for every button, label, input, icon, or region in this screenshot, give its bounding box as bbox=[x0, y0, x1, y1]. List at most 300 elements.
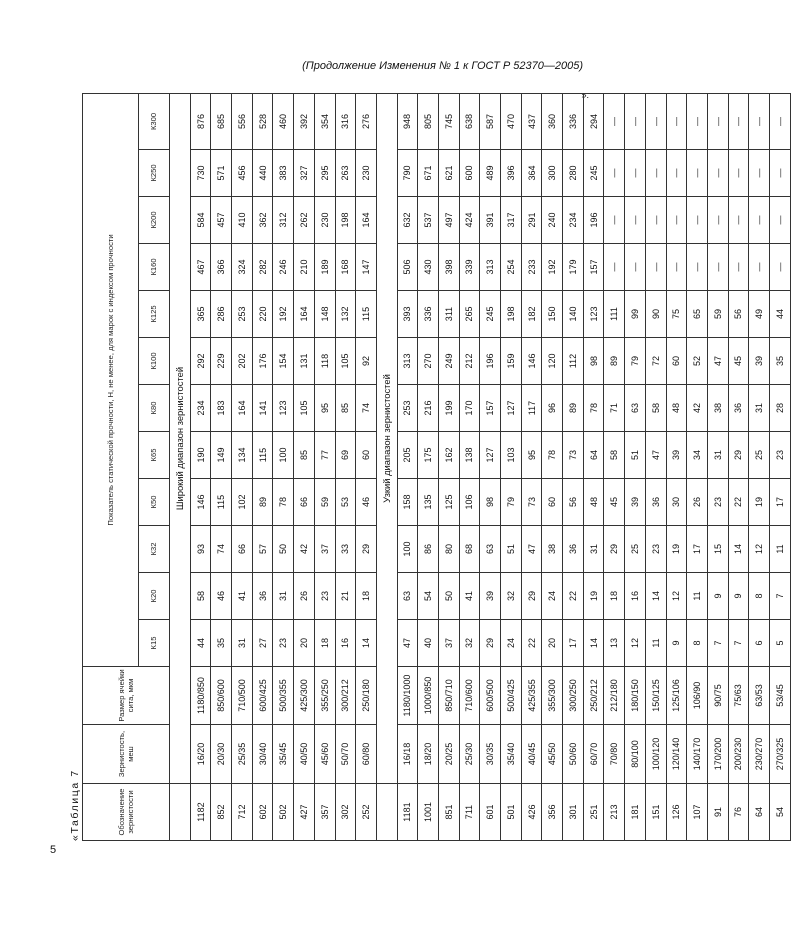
table-cell: 24 bbox=[501, 620, 522, 667]
table-cell: — bbox=[645, 244, 666, 291]
table-cell: 851 bbox=[438, 784, 459, 841]
table-cell: 1180/1000 bbox=[397, 667, 418, 725]
table-cell: 180/150 bbox=[625, 667, 646, 725]
table-cell: 44 bbox=[190, 620, 211, 667]
table-cell: 50 bbox=[438, 573, 459, 620]
table-cell: 391 bbox=[480, 197, 501, 244]
table-cell: 106/90 bbox=[687, 667, 708, 725]
table-cell: 66 bbox=[294, 479, 315, 526]
table-cell: 850/710 bbox=[438, 667, 459, 725]
section-title: Широкий диапазон зернистостей bbox=[170, 93, 191, 783]
table-cell: 176 bbox=[252, 338, 273, 385]
table-row bbox=[190, 93, 211, 840]
header-sieve-size: Размер ячейки сита, мкм bbox=[83, 667, 170, 725]
table-cell: 53/45 bbox=[769, 667, 790, 725]
table-cell: 168 bbox=[335, 244, 356, 291]
table-cell: 246 bbox=[273, 244, 294, 291]
table-cell: 601 bbox=[480, 784, 501, 841]
table-cell: 148 bbox=[314, 291, 335, 338]
table-cell: 181 bbox=[625, 784, 646, 841]
table-cell: 202 bbox=[232, 338, 253, 385]
table-row bbox=[314, 93, 335, 840]
table-cell: 41 bbox=[459, 573, 480, 620]
table-cell: 120 bbox=[542, 338, 563, 385]
table-row bbox=[604, 93, 625, 840]
header-grade: К100 bbox=[139, 338, 170, 385]
table-cell: — bbox=[604, 93, 625, 149]
table-cell: 245 bbox=[480, 291, 501, 338]
table-cell: 98 bbox=[480, 479, 501, 526]
table-cell: — bbox=[625, 93, 646, 149]
table-cell: 85 bbox=[335, 385, 356, 432]
table-cell: 311 bbox=[438, 291, 459, 338]
table-cell: 7 bbox=[769, 573, 790, 620]
table-cell: 396 bbox=[501, 150, 522, 197]
table-cell: 730 bbox=[190, 150, 211, 197]
table-row bbox=[749, 93, 770, 840]
table-cell: 301 bbox=[563, 784, 584, 841]
table-cell: 500/355 bbox=[273, 667, 294, 725]
table-cell: 365 bbox=[190, 291, 211, 338]
table-cell: 40/45 bbox=[521, 725, 542, 784]
table-cell: 876 bbox=[190, 93, 211, 149]
table-cell: 336 bbox=[418, 291, 439, 338]
header-grade: К250 bbox=[139, 150, 170, 197]
table-cell: 7 bbox=[728, 620, 749, 667]
table-cell: 77 bbox=[314, 432, 335, 479]
table-row bbox=[335, 93, 356, 840]
table-cell: 621 bbox=[438, 150, 459, 197]
table-cell: 392 bbox=[294, 93, 315, 149]
table-cell: 90/75 bbox=[707, 667, 728, 725]
table-cell: 79 bbox=[625, 338, 646, 385]
table-cell: 60/80 bbox=[356, 725, 377, 784]
table-cell: 140 bbox=[563, 291, 584, 338]
table-cell: 31 bbox=[749, 385, 770, 432]
table-cell: 38 bbox=[707, 385, 728, 432]
table-cell: 63 bbox=[397, 573, 418, 620]
table-cell: 20 bbox=[542, 620, 563, 667]
table-cell: 199 bbox=[438, 385, 459, 432]
table-cell: 30/35 bbox=[480, 725, 501, 784]
table-cell: 16/20 bbox=[190, 725, 211, 784]
table-cell: 125 bbox=[438, 479, 459, 526]
table-cell: 50/70 bbox=[335, 725, 356, 784]
table-cell: 198 bbox=[501, 291, 522, 338]
table-cell: 95 bbox=[521, 432, 542, 479]
table-cell: 54 bbox=[769, 784, 790, 841]
table-cell: 98 bbox=[583, 338, 604, 385]
header-grade: К80 bbox=[139, 385, 170, 432]
table-cell: 22 bbox=[563, 573, 584, 620]
table-cell: 360 bbox=[542, 93, 563, 149]
table-cell: 115 bbox=[211, 479, 232, 526]
table-cell: 254 bbox=[501, 244, 522, 291]
table-cell: 146 bbox=[190, 479, 211, 526]
table-cell: 23 bbox=[769, 432, 790, 479]
table-cell: 80/100 bbox=[625, 725, 646, 784]
table-cell: 300/212 bbox=[335, 667, 356, 725]
table-cell: 460 bbox=[273, 93, 294, 149]
table-cell: 32 bbox=[459, 620, 480, 667]
table-body bbox=[170, 93, 791, 840]
table-cell: 356 bbox=[542, 784, 563, 841]
table-cell: 107 bbox=[687, 784, 708, 841]
table-cell: — bbox=[749, 197, 770, 244]
table-cell: 430 bbox=[418, 244, 439, 291]
table-cell: 38 bbox=[542, 526, 563, 573]
table-cell: 456 bbox=[232, 150, 253, 197]
table-cell: 11 bbox=[645, 620, 666, 667]
table-cell: 76 bbox=[728, 784, 749, 841]
table-cell: 32 bbox=[501, 573, 522, 620]
table-cell: 100 bbox=[273, 432, 294, 479]
table-cell: 302 bbox=[335, 784, 356, 841]
table-cell: 34 bbox=[687, 432, 708, 479]
table-cell: 48 bbox=[666, 385, 687, 432]
table-cell: — bbox=[707, 93, 728, 149]
table-cell: 105 bbox=[294, 385, 315, 432]
table-cell: 57 bbox=[252, 526, 273, 573]
table-cell: 72 bbox=[645, 338, 666, 385]
table-cell: 16/18 bbox=[397, 725, 418, 784]
table-cell: 73 bbox=[563, 432, 584, 479]
table-cell: 292 bbox=[190, 338, 211, 385]
table-cell: 852 bbox=[211, 784, 232, 841]
table-cell: 58 bbox=[645, 385, 666, 432]
table-cell: 192 bbox=[273, 291, 294, 338]
header-grade: К32 bbox=[139, 526, 170, 573]
table-cell: 1001 bbox=[418, 784, 439, 841]
table-cell: 291 bbox=[521, 197, 542, 244]
table-cell: 240 bbox=[542, 197, 563, 244]
table-cell: 263 bbox=[335, 150, 356, 197]
table-cell: 63 bbox=[480, 526, 501, 573]
table-cell: 78 bbox=[273, 479, 294, 526]
table-cell: 6 bbox=[749, 620, 770, 667]
corner-mark: ». bbox=[581, 90, 589, 100]
table-cell: 126 bbox=[666, 784, 687, 841]
table-cell: 20 bbox=[294, 620, 315, 667]
table-cell: 92 bbox=[356, 338, 377, 385]
table-cell: 53 bbox=[335, 479, 356, 526]
table-cell: 198 bbox=[335, 197, 356, 244]
table-cell: 99 bbox=[625, 291, 646, 338]
strength-table bbox=[82, 93, 791, 841]
table-cell: 22 bbox=[521, 620, 542, 667]
table-cell: 26 bbox=[294, 573, 315, 620]
table-cell: 14 bbox=[728, 526, 749, 573]
table-cell: 850/600 bbox=[211, 667, 232, 725]
table-cell: 300/250 bbox=[563, 667, 584, 725]
table-row bbox=[397, 93, 418, 840]
table-cell: 12 bbox=[625, 620, 646, 667]
header-grade: К20 bbox=[139, 573, 170, 620]
table-cell: 21 bbox=[335, 573, 356, 620]
table-cell: 316 bbox=[335, 93, 356, 149]
table-cell: 93 bbox=[190, 526, 211, 573]
table-cell: 14 bbox=[583, 620, 604, 667]
table-cell: 31 bbox=[707, 432, 728, 479]
table-cell: 506 bbox=[397, 244, 418, 291]
table-cell: 120/140 bbox=[666, 725, 687, 784]
table-cell: 710/500 bbox=[232, 667, 253, 725]
table-cell: 249 bbox=[438, 338, 459, 385]
table-cell: 437 bbox=[521, 93, 542, 149]
table-cell: 85 bbox=[294, 432, 315, 479]
table-cell: 56 bbox=[563, 479, 584, 526]
table-cell: — bbox=[728, 244, 749, 291]
table-cell: 131 bbox=[294, 338, 315, 385]
table-cell: 14 bbox=[356, 620, 377, 667]
table-cell: 362 bbox=[252, 197, 273, 244]
table-row bbox=[232, 93, 253, 840]
table-cell: 282 bbox=[252, 244, 273, 291]
table-cell: 216 bbox=[418, 385, 439, 432]
table-cell: 117 bbox=[521, 385, 542, 432]
table-cell: — bbox=[625, 150, 646, 197]
table-cell: — bbox=[625, 197, 646, 244]
table-cell: 355/250 bbox=[314, 667, 335, 725]
table-cell: 265 bbox=[459, 291, 480, 338]
table-cell: 47 bbox=[521, 526, 542, 573]
table-cell: 5 bbox=[769, 620, 790, 667]
table-cell: 29 bbox=[356, 526, 377, 573]
table-cell: — bbox=[625, 244, 646, 291]
table-cell: 537 bbox=[418, 197, 439, 244]
table-cell: 105 bbox=[335, 338, 356, 385]
table-cell: 25/30 bbox=[459, 725, 480, 784]
table-cell: — bbox=[749, 244, 770, 291]
table-cell: 210 bbox=[294, 244, 315, 291]
table-cell: 587 bbox=[480, 93, 501, 149]
table-row bbox=[294, 93, 315, 840]
table-cell: 710/600 bbox=[459, 667, 480, 725]
table-cell: 324 bbox=[232, 244, 253, 291]
table-cell: 190 bbox=[190, 432, 211, 479]
table-cell: 300 bbox=[542, 150, 563, 197]
table-cell: 23 bbox=[645, 526, 666, 573]
table-cell: 90 bbox=[645, 291, 666, 338]
table-cell: 41 bbox=[232, 573, 253, 620]
table-cell: 200/230 bbox=[728, 725, 749, 784]
table-cell: 253 bbox=[397, 385, 418, 432]
table-cell: 16 bbox=[625, 573, 646, 620]
table-cell: 192 bbox=[542, 244, 563, 291]
table-cell: — bbox=[604, 244, 625, 291]
table-row bbox=[583, 93, 604, 840]
table-cell: 111 bbox=[604, 291, 625, 338]
table-cell: 11 bbox=[769, 526, 790, 573]
table-cell: 73 bbox=[521, 479, 542, 526]
table-cell: — bbox=[645, 197, 666, 244]
table-cell: 141 bbox=[252, 385, 273, 432]
table-cell: 14 bbox=[645, 573, 666, 620]
table-cell: 78 bbox=[542, 432, 563, 479]
table-cell: — bbox=[604, 150, 625, 197]
table-cell: 40 bbox=[418, 620, 439, 667]
table-cell: 30 bbox=[666, 479, 687, 526]
table-cell: 336 bbox=[563, 93, 584, 149]
table-cell: 157 bbox=[480, 385, 501, 432]
table-cell: 12 bbox=[749, 526, 770, 573]
table-cell: — bbox=[707, 197, 728, 244]
table-row bbox=[356, 93, 377, 840]
section-spacer-cell bbox=[170, 784, 191, 841]
table-cell: 182 bbox=[521, 291, 542, 338]
table-cell: 29 bbox=[521, 573, 542, 620]
table-cell: 170 bbox=[459, 385, 480, 432]
table-cell: 66 bbox=[232, 526, 253, 573]
table-row bbox=[521, 93, 542, 840]
table-cell: 150 bbox=[542, 291, 563, 338]
table-cell: 47 bbox=[645, 432, 666, 479]
section-row bbox=[170, 93, 191, 840]
table-cell: 364 bbox=[521, 150, 542, 197]
table-cell: 584 bbox=[190, 197, 211, 244]
table-cell: — bbox=[687, 197, 708, 244]
table-cell: 164 bbox=[232, 385, 253, 432]
table-cell: 54 bbox=[418, 573, 439, 620]
table-cell: 286 bbox=[211, 291, 232, 338]
table-row bbox=[769, 93, 790, 840]
table-cell: 270 bbox=[418, 338, 439, 385]
table-cell: 426 bbox=[521, 784, 542, 841]
table-cell: 745 bbox=[438, 93, 459, 149]
table-cell: 45/60 bbox=[314, 725, 335, 784]
table-cell: 65 bbox=[687, 291, 708, 338]
table-cell: 313 bbox=[397, 338, 418, 385]
table-cell: — bbox=[769, 197, 790, 244]
table-cell: 89 bbox=[604, 338, 625, 385]
table-cell: 47 bbox=[397, 620, 418, 667]
table-cell: 63 bbox=[625, 385, 646, 432]
table-cell: 9 bbox=[728, 573, 749, 620]
table-cell: 234 bbox=[563, 197, 584, 244]
table-cell: 467 bbox=[190, 244, 211, 291]
document-header: (Продолжение Изменения № 1 к ГОСТ Р 52370—2005) bbox=[302, 60, 583, 72]
table-cell: 150/125 bbox=[645, 667, 666, 725]
section-spacer-cell bbox=[376, 784, 397, 841]
table-cell: 685 bbox=[211, 93, 232, 149]
table-cell: 60 bbox=[542, 479, 563, 526]
table-cell: 712 bbox=[232, 784, 253, 841]
table-cell: 39 bbox=[666, 432, 687, 479]
table-cell: 500/425 bbox=[501, 667, 522, 725]
table-cell: 127 bbox=[480, 432, 501, 479]
table-cell: 59 bbox=[314, 479, 335, 526]
table-cell: 189 bbox=[314, 244, 335, 291]
table-cell: 790 bbox=[397, 150, 418, 197]
table-cell: 33 bbox=[335, 526, 356, 573]
table-cell: 212/180 bbox=[604, 667, 625, 725]
table-row bbox=[542, 93, 563, 840]
table-cell: 638 bbox=[459, 93, 480, 149]
table-cell: 410 bbox=[232, 197, 253, 244]
table-cell: 17 bbox=[769, 479, 790, 526]
table-cell: 70/80 bbox=[604, 725, 625, 784]
table-cell: 36 bbox=[645, 479, 666, 526]
table-row bbox=[418, 93, 439, 840]
table-cell: 78 bbox=[583, 385, 604, 432]
table-cell: — bbox=[769, 244, 790, 291]
table-cell: 25 bbox=[749, 432, 770, 479]
table-cell: 75 bbox=[666, 291, 687, 338]
section-row bbox=[376, 93, 397, 840]
table-cell: 45 bbox=[604, 479, 625, 526]
table-cell: — bbox=[707, 150, 728, 197]
table-cell: 632 bbox=[397, 197, 418, 244]
table-cell: 64 bbox=[749, 784, 770, 841]
table-cell: 425/355 bbox=[521, 667, 542, 725]
table-cell: 276 bbox=[356, 93, 377, 149]
table-cell: 17 bbox=[563, 620, 584, 667]
table-cell: 42 bbox=[687, 385, 708, 432]
table-cell: 252 bbox=[356, 784, 377, 841]
table-cell: 18 bbox=[314, 620, 335, 667]
table-cell: — bbox=[687, 150, 708, 197]
table-cell: 64 bbox=[583, 432, 604, 479]
table-cell: 89 bbox=[252, 479, 273, 526]
table-cell: 317 bbox=[501, 197, 522, 244]
table-cell: 37 bbox=[438, 620, 459, 667]
table-cell: 9 bbox=[707, 573, 728, 620]
table-cell: 50 bbox=[273, 526, 294, 573]
table-cell: 170/200 bbox=[707, 725, 728, 784]
table-cell: 89 bbox=[563, 385, 584, 432]
table-cell: 36 bbox=[252, 573, 273, 620]
table-row bbox=[563, 93, 584, 840]
table-cell: 154 bbox=[273, 338, 294, 385]
table-cell: 95 bbox=[314, 385, 335, 432]
table-cell: 69 bbox=[335, 432, 356, 479]
table-cell: 213 bbox=[604, 784, 625, 841]
table-cell: 398 bbox=[438, 244, 459, 291]
table-cell: 36 bbox=[728, 385, 749, 432]
table-cell: 102 bbox=[232, 479, 253, 526]
table-cell: 212 bbox=[459, 338, 480, 385]
header-strength-group: Показатель статической прочности, Н, не менее, для марок с индексом прочности bbox=[83, 93, 139, 666]
table-cell: 470 bbox=[501, 93, 522, 149]
table-cell: 229 bbox=[211, 338, 232, 385]
table-row bbox=[459, 93, 480, 840]
table-cell: 24 bbox=[542, 573, 563, 620]
table-cell: 45/50 bbox=[542, 725, 563, 784]
table-cell: 123 bbox=[273, 385, 294, 432]
table-cell: 16 bbox=[335, 620, 356, 667]
table-cell: 58 bbox=[604, 432, 625, 479]
header-grade: К200 bbox=[139, 197, 170, 244]
table-cell: 164 bbox=[294, 291, 315, 338]
table-cell: — bbox=[749, 150, 770, 197]
table-row bbox=[687, 93, 708, 840]
table-cell: 11 bbox=[687, 573, 708, 620]
table-cell: 27 bbox=[252, 620, 273, 667]
table-cell: 600/425 bbox=[252, 667, 273, 725]
table-cell: 135 bbox=[418, 479, 439, 526]
table-cell: 15 bbox=[707, 526, 728, 573]
table-cell: 158 bbox=[397, 479, 418, 526]
table-row bbox=[728, 93, 749, 840]
table-cell: 19 bbox=[666, 526, 687, 573]
table-cell: 250/212 bbox=[583, 667, 604, 725]
table-row bbox=[480, 93, 501, 840]
table-cell: 29 bbox=[604, 526, 625, 573]
table-cell: 42 bbox=[294, 526, 315, 573]
table-cell: 68 bbox=[459, 526, 480, 573]
table-cell: 179 bbox=[563, 244, 584, 291]
table-cell: 71 bbox=[604, 385, 625, 432]
